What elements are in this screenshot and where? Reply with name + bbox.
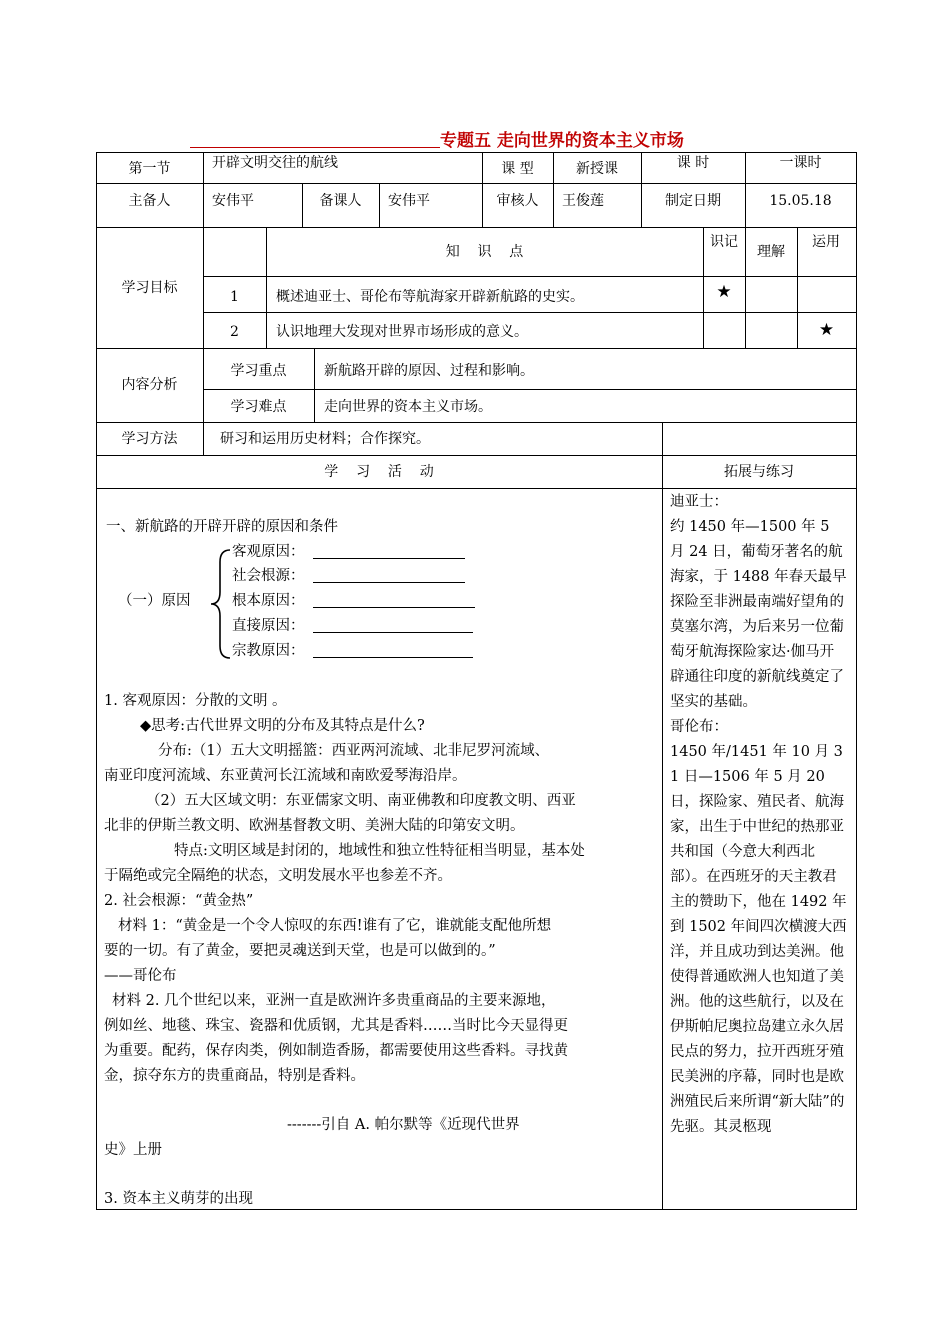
- cause-blank[interactable]: [313, 558, 465, 559]
- hours-value: 一课时: [779, 155, 822, 171]
- paragraph: ——哥伦布: [104, 968, 177, 984]
- objective-2-number: 2: [230, 324, 239, 340]
- objective-1-text: 概述迪亚士、哥伦布等航海家开辟新航路的史实。: [276, 289, 584, 305]
- paragraph: 于隔绝或完全隔绝的状态，文明发展水平也参差不齐。: [104, 868, 452, 884]
- paragraph: 要的一切。有了黄金，要把灵魂送到天堂，也是可以做到的。”: [104, 943, 496, 959]
- section-heading: 一、新航路的开辟开辟的原因和条件: [106, 519, 338, 535]
- activity-header: 学 习 活 动: [324, 464, 434, 480]
- co-preparer-label: 备课人: [319, 193, 362, 209]
- columbus-title: 哥伦布：: [670, 719, 728, 735]
- understand-column-header: 理解: [757, 244, 785, 260]
- cause-blank[interactable]: [313, 607, 475, 608]
- citation: -------引自 A. 帕尔默等《近现代世界: [287, 1117, 520, 1133]
- key-point-label: 学习重点: [230, 363, 287, 379]
- paragraph: 为重要。配药，保存肉类，例如制造香肠，都需要使用这些香料。寻找黄: [104, 1043, 568, 1059]
- extension-notes: [670, 490, 848, 1140]
- type-value: 新授课: [576, 161, 618, 177]
- paragraph: 金，掠夺东方的贵重商品，特别是香料。: [104, 1068, 365, 1084]
- paragraph: 1. 客观原因：分散的文明 。: [104, 693, 287, 709]
- section-name: 开辟文明交往的航线: [212, 155, 338, 171]
- difficulty-value: 走向世界的资本主义市场。: [324, 399, 492, 415]
- dias-title: 迪亚士：: [670, 494, 728, 510]
- objective-2-apply-star: ★: [818, 320, 835, 340]
- paragraph: 例如丝、地毯、珠宝、瓷器和优质钢，尤其是香料……当时比今天显得更: [104, 1018, 568, 1034]
- preparer-value: 安伟平: [212, 193, 254, 209]
- paragraph: 南亚印度河流域、东亚黄河长江流域和南欧爱琴海沿岸。: [104, 768, 467, 784]
- citation: 史》上册: [104, 1142, 162, 1158]
- objective-1-memory-star: ★: [716, 282, 732, 302]
- page-title: 专题五 走向世界的资本主义市场: [440, 131, 684, 151]
- paragraph: 3. 资本主义萌芽的出现: [104, 1191, 253, 1207]
- key-point-value: 新航路开辟的原因、过程和影响。: [324, 363, 534, 379]
- cause-blank[interactable]: [313, 582, 465, 583]
- knowledge-column-header: 知 识 点: [445, 244, 524, 260]
- method-label: 学习方法: [121, 431, 178, 447]
- paragraph: ◆思考:古代世界文明的分布及其特点是什么?: [140, 718, 425, 734]
- difficulty-label: 学习难点: [230, 399, 287, 415]
- title-underline: [190, 147, 440, 148]
- hours-label: 课 时: [676, 155, 710, 171]
- apply-column-header: 运用: [812, 234, 840, 250]
- paragraph: 特点:文明区域是封闭的，地域性和独立性特征相当明显，基本处: [174, 843, 585, 859]
- dias-text: 约 1450 年—1500 年 5 月 24 日，葡萄牙著名的航海家，于 1488 年春天最早探险至非洲最南端好望角的莫塞尔湾，为后来另一位葡萄牙航海探险家达·伽马开辟通往印度的新航线奠定了坚实的基础。: [670, 519, 847, 710]
- paragraph: （2）五大区域文明：东亚儒家文明、南亚佛教和印度教文明、西亚: [146, 793, 576, 809]
- paragraph: 材料 2. 几个世纪以来，亚洲一直是欧洲许多贵重商品的主要来源地，: [112, 993, 556, 1009]
- analysis-label: 内容分析: [121, 377, 178, 393]
- reviewer-value: 王俊莲: [562, 193, 604, 209]
- paragraph: 材料 1：“黄金是一个令人惊叹的东西!谁有了它，谁就能支配他所想: [118, 918, 552, 934]
- date-label: 制定日期: [665, 193, 721, 209]
- paragraph: 北非的伊斯兰教文明、欧洲基督教文明、美洲大陆的印第安文明。: [104, 818, 525, 834]
- paragraph: 分布:（1）五大文明摇篮：西亚两河流域、北非尼罗河流域、: [158, 743, 550, 759]
- objective-1-number: 1: [230, 289, 239, 305]
- preparer-label: 主备人: [128, 193, 171, 209]
- objective-2-text: 认识地理大发现对世界市场形成的意义。: [276, 324, 528, 340]
- objectives-label: 学习目标: [121, 280, 178, 296]
- section-label: 第一节: [128, 161, 171, 177]
- columbus-text: 1450 年/1451 年 10 月 31 日—1506 年 5 月 20 日，探险家、殖民者、航海家，出生于中世纪的热那亚共和国（今意大利西北部）。在西班牙的天主教君主的赞助下，他在 1492 年到 1502 年间四次横渡大西洋，并且成功到达美洲。他使得普通欧洲人也知道了美洲。他的这些航行，以及在伊斯帕尼奥拉岛建立永久居民点的努力，拉开西班牙殖民美洲的序幕，同时也是欧洲殖民后来所谓“新大陆”的先驱。其灵柩现: [670, 744, 847, 1135]
- date-value: 15.05.18: [769, 193, 832, 209]
- cause-blank[interactable]: [313, 632, 473, 633]
- reviewer-label: 审核人: [496, 193, 539, 209]
- extension-header: 拓展与练习: [724, 464, 794, 480]
- curly-brace-icon: [208, 548, 232, 660]
- causes-label: （一）原因: [118, 593, 191, 609]
- co-preparer-value: 安伟平: [388, 193, 430, 209]
- cause-blank[interactable]: [313, 657, 473, 658]
- paragraph: 2. 社会根源：“黄金热”: [104, 893, 254, 909]
- method-value: 研习和运用历史材料；合作探究。: [220, 431, 430, 447]
- memory-column-header: 识记: [710, 234, 738, 250]
- type-label: 课 型: [501, 161, 534, 177]
